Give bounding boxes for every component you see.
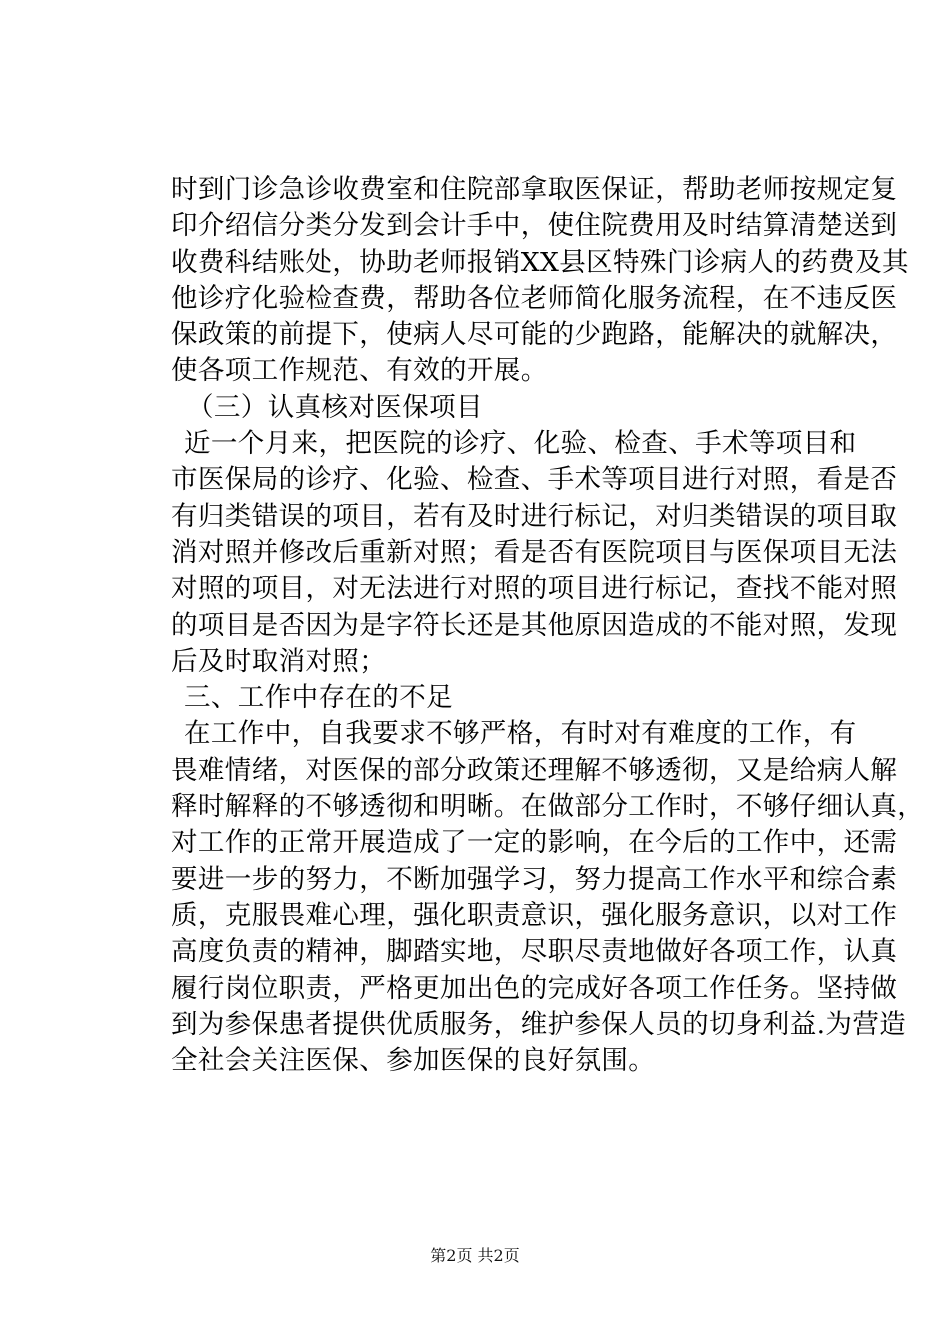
text-line: 保政策的前提下，使病人尽可能的少跑路，能解决的就解决， xyxy=(171,319,898,351)
text-line: 对照的项目，对无法进行对照的项目进行标记，查找不能对照 xyxy=(171,573,898,605)
text-line: 全社会关注医保、参加医保的良好氛围。 xyxy=(171,1045,656,1077)
page-footer xyxy=(0,1246,950,1266)
text-line: 履行岗位职责，严格更加出色的完成好各项工作任务。坚持做 xyxy=(171,972,898,1004)
section-heading: 三、工作中存在的不足 xyxy=(184,682,453,714)
text-line: 收费科结账处，协助老师报销XX县区特殊门诊病人的药费及其 xyxy=(171,246,909,278)
text-line: 到为参保患者提供优质服务，维护参保人员的切身利益.为营造 xyxy=(171,1008,907,1040)
text-line: 近一个月来，把医院的诊疗、化验、检查、手术等项目和 xyxy=(184,428,857,460)
text-line: 要进一步的努力，不断加强学习，努力提高工作水平和综合素 xyxy=(171,863,898,895)
page-number: 第2页 共2页 xyxy=(430,1246,520,1265)
document-body xyxy=(171,172,925,1079)
text-line: 畏难情绪，对医保的部分政策还理解不够透彻，又是给病人解 xyxy=(171,754,898,786)
text-line: 对工作的正常开展造成了一定的影响，在今后的工作中，还需 xyxy=(171,827,898,859)
section-heading: （三）认真核对医保项目 xyxy=(187,391,483,423)
text-line: 的项目是否因为是字符长还是其他原因造成的不能对照，发现 xyxy=(171,609,898,641)
text-line: 质，克服畏难心理，强化职责意识，强化服务意识，以对工作 xyxy=(171,899,898,931)
text-line: 后及时取消对照； xyxy=(171,645,387,677)
text-line: 在工作中，自我要求不够严格，有时对有难度的工作，有 xyxy=(184,718,857,750)
text-line: 高度负责的精神，脚踏实地，尽职尽责地做好各项工作，认真 xyxy=(171,936,898,968)
text-line: 消对照并修改后重新对照；看是否有医院项目与医保项目无法 xyxy=(171,536,898,568)
text-line: 市医保局的诊疗、化验、检查、手术等项目进行对照，看是否 xyxy=(171,464,898,496)
text-line: 他诊疗化验检查费，帮助各位老师简化服务流程，在不违反医 xyxy=(171,282,898,314)
text-line: 释时解释的不够透彻和明晰。在做部分工作时，不够仔细认真， xyxy=(171,791,925,823)
text-line: 使各项工作规范、有效的开展。 xyxy=(171,355,548,387)
text-line: 时到门诊急诊收费室和住院部拿取医保证，帮助老师按规定复 xyxy=(171,174,898,205)
text-line: 印介绍信分类分发到会计手中，使住院费用及时结算清楚送到 xyxy=(171,210,898,242)
text-line: 有归类错误的项目，若有及时进行标记，对归类错误的项目取 xyxy=(171,500,898,532)
